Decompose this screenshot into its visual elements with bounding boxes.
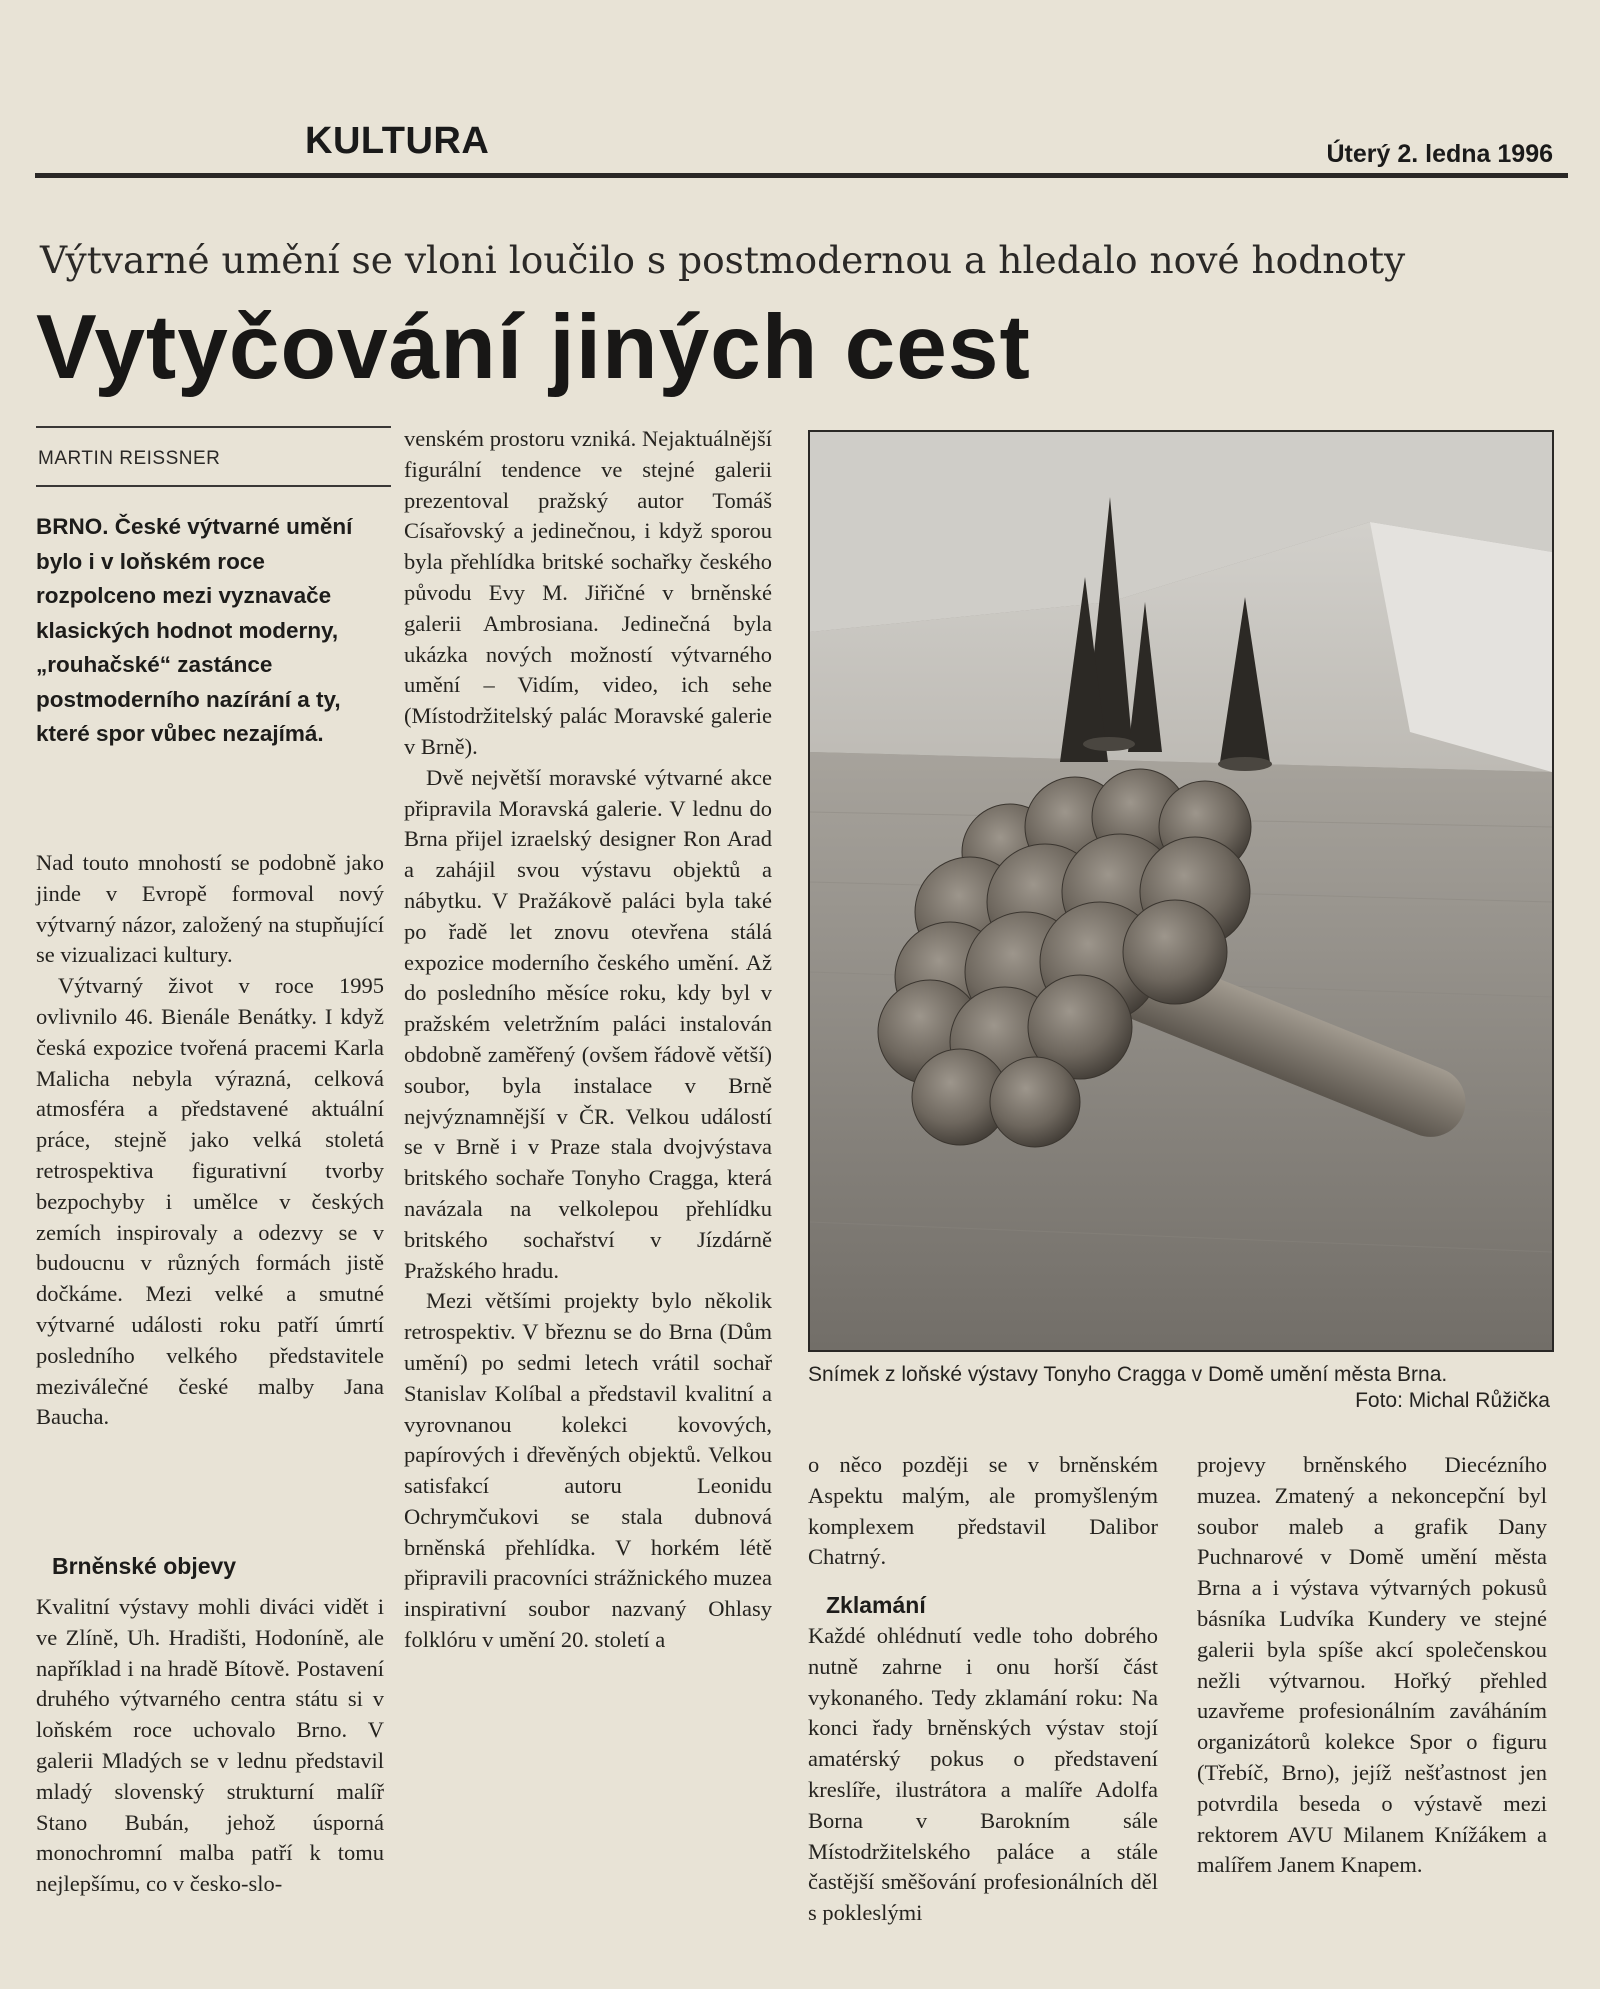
paragraph: Nad touto mnohostí se podobně jako jinde v Evropě formoval nový výtvarný názor, založený na stupňující se vizualizaci kultury.: [36, 850, 384, 968]
photo-credit: Foto: Michal Růžička: [1355, 1389, 1550, 1412]
article-kicker: Výtvarné umění se vloni loučilo s postmodernou a hledalo nové hodnoty: [40, 238, 1406, 282]
header-rule: [35, 173, 1568, 178]
exhibition-photo: [808, 430, 1554, 1352]
column-2: [404, 424, 772, 1656]
photo-illustration: [810, 432, 1552, 1350]
subhead-zklamani: Zklamání: [826, 1592, 926, 1618]
paragraph: Dvě největší moravské výtvarné akce připravila Moravská galerie. V lednu do Brna přijel izraelský designer Ron Arad a zahájil svou výstavu objektů a nábytku. V Pražákově paláci byla také po řadě let znovu otevřena stálá expozice moderního českého umění. Až do posledního měsíce roku, kdy byl v pražském veletržním paláci instalován obdobně zaměřený (ovšem řádově větší) soubor, byla instalace v Brně nejvýznamnější v ČR. Velkou událostí se v Brně i v Praze stala dvojvýstava britského sochaře Tonyho Cragga, která navázala na velkolepou přehlídku britského sochařství v Jízdárně Pražského hradu.: [404, 764, 772, 1283]
paragraph: projevy brněnského Diecézního muzea. Zmatený a nekoncepční byl soubor maleb a grafik Dany Puchnarové v Domě umění města Brna a i výstava výtvarných pokusů básníka Ludvíka Kundery ve stejné galerii byla spíše akcí společenskou nežli výtvarnou. Hořký přehled uzavřeme profesionálním zaváháním organizátorů kolekce Spor o figuru (Třebíč, Brno), jejíž nešťastnost jen potvrdila beseda o výstavě mezi rektorem AVU Milanem Knížákem a malířem Janem Knapem.: [1197, 1452, 1547, 1878]
column-3-continued: [808, 1621, 1158, 1929]
byline-rule-top: [36, 426, 391, 428]
paragraph: o něco později se v brněnském Aspektu malým, ale promyšleným komplexem představil Dalibor Chatrný.: [808, 1452, 1158, 1570]
byline: MARTIN REISSNER: [38, 448, 221, 469]
photo-caption: Snímek z loňské výstavy Tonyho Cragga v Domě umění města Brna.: [808, 1363, 1448, 1386]
paragraph: Každé ohlédnutí vedle toho dobrého nutně zahrne i onu horší část vykonaného. Tedy zklamání roku: Na konci řady brněnských výstav stojí amatérský pokus o představení kreslíře, ilustrátora a malíře Adolfa Borna v Barokním sále Místodržitelského paláce a stále častější směšování profesionálních děl s pokleslými: [808, 1623, 1158, 1926]
paragraph: Mezi většími projekty bylo několik retrospektiv. V březnu se do Brna (Dům umění) po sedmi letech vrátil sochař Stanislav Kolíbal a představil kvalitní a vyrovnanou kolekci kovových, papírových i dřevěných objektů. Velkou satisfakcí autoru Leonidu Ochrymčukovi se stala dubnová brněnská přehlídka. V horkém létě připravili pracovníci strážnického muzea inspirativní soubor nazvaný Ohlasy folklóru v umění 20. století a: [404, 1288, 772, 1653]
article-headline: Vytyčování jiných cest: [36, 297, 1031, 398]
issue-date: Úterý 2. ledna 1996: [1326, 140, 1553, 168]
paragraph: Kvalitní výstavy mohli diváci vidět i ve Zlíně, Uh. Hradišti, Hodoníně, ale například i na hradě Bítově. Postavení druhého výtvarného centra státu si v loňském roce uchovalo Brno. V galerii Mladých se v lednu představil mladý slovenský strukturní malíř Stano Bubán, jehož úsporná monochromní malba patří k tomu nejlepšímu, co v česko-slo-: [36, 1594, 384, 1897]
column-3: [808, 1450, 1158, 1573]
article-lead: BRNO. České výtvarné umění bylo i v loňském roce rozpolceno mezi vyznavače klasických hodnot moderny, „rouhačské“ zastánce postmoderního nazírání a ty, které spor vůbec nezajímá.: [36, 514, 353, 746]
subhead-brnenske-objevy: Brněnské objevy: [52, 1553, 237, 1579]
column-4: [1197, 1450, 1547, 1881]
column-1: [36, 848, 384, 1433]
section-title: KULTURA: [305, 120, 490, 162]
byline-rule-bottom: [36, 485, 391, 487]
paragraph: Výtvarný život v roce 1995 ovlivnilo 46. Bienále Benátky. I když česká expozice tvořená pracemi Karla Malicha nebyla výrazná, celková atmosféra a představené aktuální práce, stejně jako velká stoletá retrospektiva figurativní tvorby bezpochyby i umělce v českých zemích inspirovaly a odezvy se v budoucnu v různých formách jistě dočkáme. Mezi velké a smutné výtvarné události roku patří úmrtí posledního velkého představitele meziválečné české malby Jana Baucha.: [36, 973, 384, 1430]
column-1-continued: [36, 1592, 384, 1900]
paragraph: venském prostoru vzniká. Nejaktuálnější figurální tendence ve stejné galerii prezentoval pražský autor Tomáš Císařovský a jedinečnou, i když sporou byla přehlídka britské sochařky českého původu Evy M. Jiřičné v brněnské galerii Ambrosiana. Jedinečná byla ukázka nových možností výtvarného umění – Vidím, video, ich sehe (Místodržitelský palác Moravské galerie v Brně).: [404, 426, 772, 759]
